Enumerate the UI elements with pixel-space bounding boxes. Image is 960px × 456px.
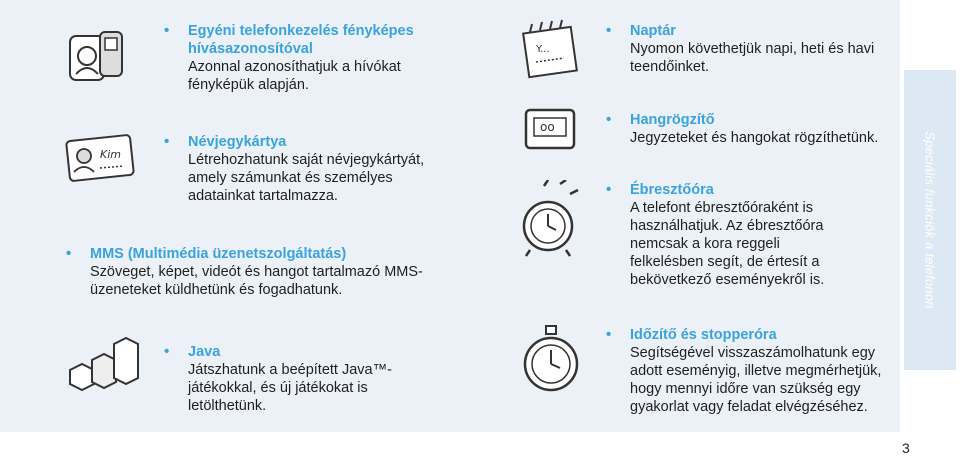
feature-desc: Szöveget, képet, videót és hangot tartalmazó MMS-üzeneteket küldhetünk és fogadhatunk. xyxy=(90,264,423,298)
feature-business-card xyxy=(164,133,433,205)
feature-photo-caller-id xyxy=(164,22,433,94)
java-blocks-icon xyxy=(62,330,142,396)
feature-desc: Nyomon követhetjük napi, heti és havi teendőinket. xyxy=(630,41,875,75)
feature-title: Ébresztőóra xyxy=(630,182,714,198)
feature-timer-stopwatch xyxy=(606,326,895,416)
feature-desc: Azonnal azonosíthatjuk a hívókat fényképük alapján. xyxy=(188,59,401,93)
feature-calendar xyxy=(606,22,885,76)
feature-title: MMS (Multimédia üzenetszolgáltatás) xyxy=(90,246,347,262)
bullet-icon: • xyxy=(164,343,170,360)
feature-desc: Jegyzeteket és hangokat rögzíthetünk. xyxy=(630,130,879,146)
card-icon-text: Kim xyxy=(100,148,121,161)
voice-icon-text: oo xyxy=(540,120,555,134)
voice-recorder-icon xyxy=(520,104,582,154)
feature-desc: A telefont ébresztőóraként is használhatjuk. Az ébresztőóra nemcsak a kora reggeli felkelésben segít, de értesít a bekövetkező eseményekről is. xyxy=(630,200,825,288)
feature-desc: Segítségével visszaszámolhatunk egy adott eseményig, illetve megmérhetjük, hogy mennyi időre van szükség egy gyakorlat vagy feladat elvégzéséhez. xyxy=(630,345,882,415)
feature-desc: Játszhatunk a beépített Java™-játékokkal, és új játékokat is letölthetünk. xyxy=(188,362,392,414)
bullet-icon: • xyxy=(606,181,612,198)
bullet-icon: • xyxy=(164,133,170,150)
page-number: 3 xyxy=(902,440,910,456)
feature-title: Hangrögzítő xyxy=(630,112,715,128)
photo-caller-id-icon xyxy=(62,22,132,92)
side-tab-label: Speciális funkciók a telefonon xyxy=(922,131,938,309)
feature-title: Java xyxy=(188,344,221,360)
bullet-icon: • xyxy=(66,245,72,262)
business-card-icon xyxy=(62,128,138,186)
bullet-icon: • xyxy=(606,326,612,343)
stopwatch-icon xyxy=(518,324,584,394)
bullet-icon: • xyxy=(606,22,612,39)
feature-title: Névjegykártya xyxy=(188,134,287,150)
feature-desc: Létrehozhatunk saját névjegykártyát, amely számunkat és személyes adatainkat tartalmazza. xyxy=(188,152,425,204)
feature-alarm xyxy=(606,181,845,289)
feature-title: Egyéni telefonkezelés fényképes hívásazonosítóval xyxy=(188,23,414,57)
feature-title: Naptár xyxy=(630,23,676,39)
calendar-icon xyxy=(518,18,584,82)
feature-title: Időzítő és stopperóra xyxy=(630,327,777,343)
feature-mms xyxy=(66,245,435,299)
feature-voice-recorder xyxy=(606,111,885,147)
calendar-icon-text: Y... xyxy=(536,44,550,55)
bullet-icon: • xyxy=(164,22,170,39)
alarm-clock-icon xyxy=(514,180,586,258)
bullet-icon: • xyxy=(606,111,612,128)
feature-java xyxy=(164,343,403,415)
